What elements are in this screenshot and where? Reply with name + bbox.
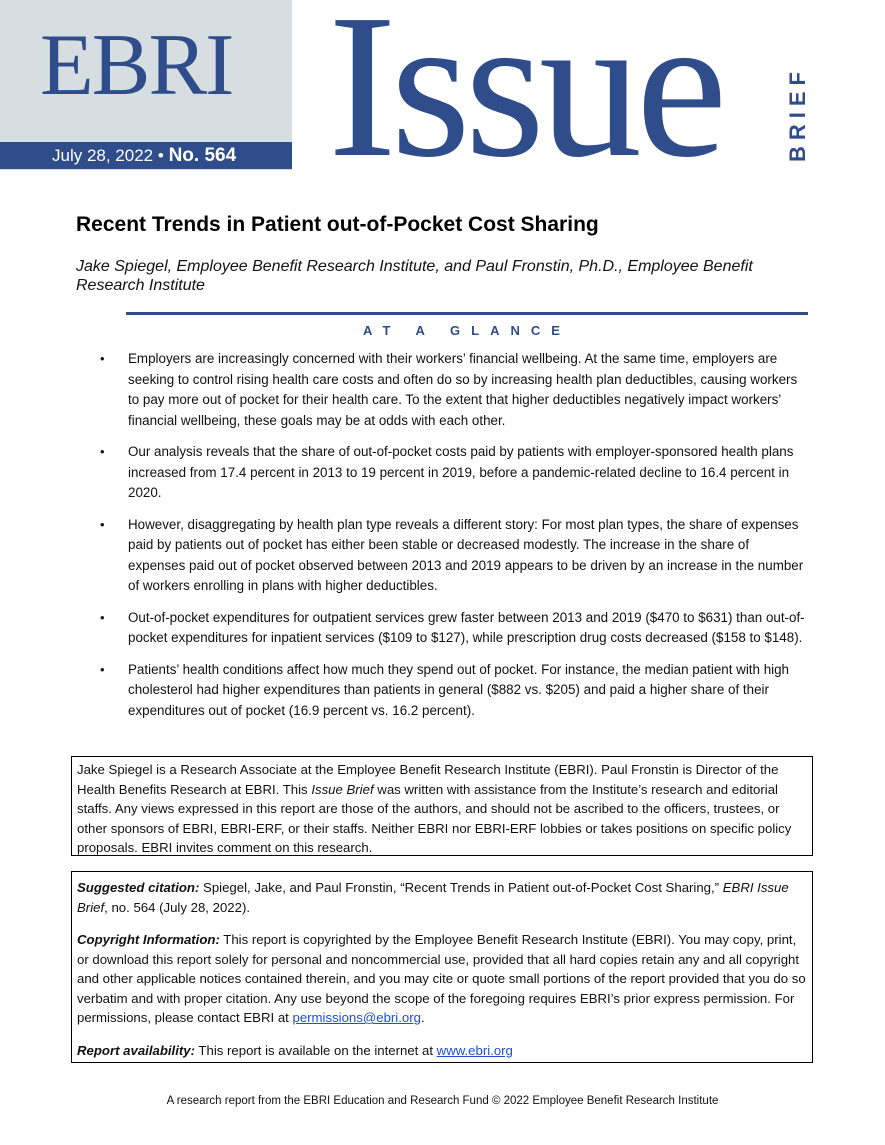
bullet-icon: • [100, 516, 105, 532]
glance-item-text: However, disaggregating by health plan type reveals a different story: For most plan types, the share of expenses paid by patients out of pocket has either been stable or decreased modestly. The increase in the share of expenses paid out of pocket observed between 2013 and 2019 appears to be driven by an increase in the number of workers enrolling in plans with higher deductibles. [128, 516, 804, 593]
divider-rule [126, 312, 808, 315]
glance-item [100, 349, 805, 431]
bullet-icon: • [100, 661, 105, 677]
brief-label: BRIEF [785, 66, 810, 162]
bullet-icon: • [100, 351, 105, 366]
brief-wordmark [784, 58, 812, 170]
citation-italic: EBRI Issue Brief [77, 880, 789, 915]
issue-date: July 28, 2022 [52, 146, 154, 165]
issue-wordmark: Issue [328, 0, 722, 200]
about-authors-box [71, 756, 813, 856]
glance-item-text: Our analysis reveals that the share of out-of-pocket costs paid by patients with employer-sponsored health plans increased from 17.4 percent in 2013 to 19 percent in 2019, before a pandemic-related decline to 16.4 percent in 2020. [128, 444, 794, 500]
citation-box [71, 871, 813, 1063]
bullet-icon: • [100, 444, 105, 459]
about-text-after: was written with assistance from the Institute’s research and editorial staffs. Any views expressed in this report are those of the authors, and should not be ascribed to the officers, trustees, or other sponsors of EBRI, EBRI-ERF, or their staffs. Neither EBRI nor EBRI-ERF lobbies or takes positions on specific policy proposals. EBRI invites comment on this research. [77, 781, 792, 855]
glance-item-text: Employers are increasingly concerned with their workers’ financial wellbeing. At the same time, employers are seeking to control rising health care costs and often do so by increasing health plan deductibles, causing workers to pay more out of pocket for their health care. To the extent that higher deductibles negatively impact workers’ financial wellbeing, these goals may be at odds with each other. [128, 351, 798, 428]
citation-text: Spiegel, Jake, and Paul Fronstin, “Recent Trends in Patient out-of-Pocket Cost Sharing,” [199, 880, 723, 895]
glance-item-text: Patients’ health conditions affect how much they spend out of pocket. For instance, the median patient with high cholesterol had higher expenditures than patients in general ($882 vs. $205) and paid a higher share of their expenditures out of pocket (16.9 percent vs. 16.2 percent). [128, 661, 790, 718]
copyright-info [77, 930, 807, 1028]
ebri-website-link[interactable]: www.ebri.org [436, 1042, 513, 1058]
glance-item-text: Out-of-pocket expenditures for outpatient services grew faster between 2013 and 2019 ($470 to $631) than out-of-pocket expenditures for inpatient services ($109 to $127), while prescription drug costs decreased ($158 to $148). [128, 609, 805, 645]
availability-label: Report availability: [77, 1042, 195, 1058]
citation-text-after: , no. 564 (July 28, 2022). [104, 899, 251, 915]
date-separator: • [157, 146, 164, 165]
glance-item [100, 660, 805, 722]
copyright-text: This report is copyrighted by the Employee Benefit Research Institute (EBRI). You may copy, print, or download this report solely for personal and noncommercial use, provided that all hard copies retain any and all copyright and other applicable notices contained therein, and you may cite or quote small portions of the report provided that you do so verbatim and with proper citation. Any use beyond the scope of the foregoing requires EBRI’s prior express permission. For permissions, please contact EBRI at [77, 932, 806, 1025]
glance-item [100, 442, 805, 504]
ebri-logo: EBRI [40, 17, 233, 114]
glance-item [100, 608, 805, 649]
page-footer: A research report from the EBRI Education and Research Fund © 2022 Employee Benefit Research Institute [166, 1095, 719, 1107]
copyright-label: Copyright Information: [77, 932, 220, 947]
bullet-icon: • [100, 609, 105, 625]
about-italic: Issue Brief [311, 781, 374, 797]
about-text-before: Jake Spiegel is a Research Associate at the Employee Benefit Research Institute (EBRI). Paul Fronstin is Director of the Health Benefits Research at EBRI. This [77, 762, 779, 797]
citation-label: Suggested citation: [77, 880, 200, 895]
issue-number: No. 564 [168, 145, 237, 166]
report-availability [77, 1041, 807, 1061]
authors-line: Jake Spiegel, Employee Benefit Research Institute, and Paul Fronstin, Ph.D., Employee Benefit Research Institute [76, 258, 753, 294]
permissions-email-link[interactable]: permissions@ebri.org [292, 1010, 421, 1025]
availability-text: This report is available on the internet at [195, 1042, 437, 1058]
suggested-citation [77, 878, 807, 917]
page-title: Recent Trends in Patient out-of-Pocket Cost Sharing [76, 213, 599, 236]
copyright-text-after: . [420, 1010, 425, 1025]
issue-date-bar [0, 142, 292, 169]
at-a-glance-heading: AT A GLANCE [363, 323, 571, 338]
glance-item [100, 515, 805, 597]
glance-list [100, 349, 805, 732]
